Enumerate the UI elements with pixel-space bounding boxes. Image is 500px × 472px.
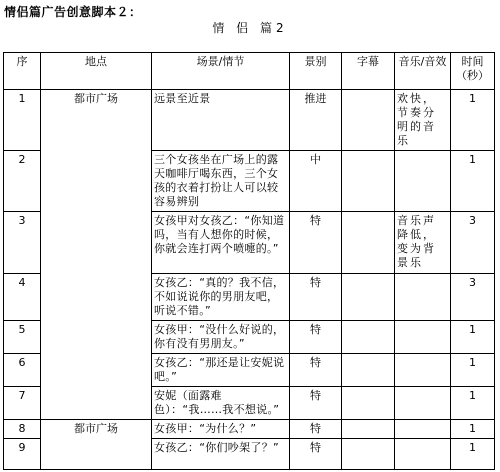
music-cell bbox=[395, 274, 451, 321]
time-cell: 1 bbox=[451, 90, 495, 151]
music-cell bbox=[395, 387, 451, 420]
shot-cell: 特 bbox=[290, 420, 342, 439]
scene-cell: 三个女孩坐在广场上的露天咖啡厅喝东西，三个女孩的衣着打扮让人可以较容易辨别 bbox=[152, 151, 290, 212]
music-cell: 欢快，节奏分明的音乐 bbox=[395, 90, 451, 151]
table-row bbox=[4, 420, 495, 439]
scene-cell: 女孩甲：“为什么？” bbox=[152, 420, 290, 439]
header-music: 音乐/音效 bbox=[395, 53, 451, 90]
header-location: 地点 bbox=[41, 53, 152, 90]
time-cell: 1 bbox=[451, 151, 495, 212]
location-cell: 都市广场 bbox=[41, 90, 152, 420]
header-time: 时间（秒） bbox=[451, 53, 495, 90]
caption-cell bbox=[342, 212, 395, 274]
shot-cell: 推进 bbox=[290, 90, 342, 151]
seq-cell: 6 bbox=[4, 354, 41, 387]
table-row bbox=[4, 90, 495, 151]
caption-cell bbox=[342, 420, 395, 439]
seq-cell: 3 bbox=[4, 212, 41, 274]
shot-cell: 特 bbox=[290, 439, 342, 470]
seq-cell: 9 bbox=[4, 439, 41, 470]
scene-cell: 女孩乙：“真的？我不信，不如说说你的男朋友吧，听说不错。” bbox=[152, 274, 290, 321]
scene-cell: 女孩甲：“没什么好说的，你有没有男朋友。” bbox=[152, 321, 290, 354]
header-row bbox=[4, 53, 495, 90]
seq-cell: 5 bbox=[4, 321, 41, 354]
seq-cell: 2 bbox=[4, 151, 41, 212]
seq-cell: 8 bbox=[4, 420, 41, 439]
shot-cell: 特 bbox=[290, 274, 342, 321]
header-seq: 序 bbox=[4, 53, 41, 90]
music-cell: 音乐声降低，变为背景乐 bbox=[395, 212, 451, 274]
music-cell bbox=[395, 321, 451, 354]
caption-cell bbox=[342, 439, 395, 470]
header-caption: 字幕 bbox=[342, 53, 395, 90]
time-cell: 1 bbox=[451, 387, 495, 420]
caption-cell bbox=[342, 151, 395, 212]
caption-cell bbox=[342, 90, 395, 151]
shot-cell: 特 bbox=[290, 354, 342, 387]
time-cell: 1 bbox=[451, 420, 495, 439]
scene-cell: 女孩乙：“那还是让安妮说吧。” bbox=[152, 354, 290, 387]
caption-cell bbox=[342, 274, 395, 321]
document-subtitle: 情 侣 篇2 bbox=[212, 21, 288, 35]
time-cell: 1 bbox=[451, 354, 495, 387]
header-shot: 景别 bbox=[290, 53, 342, 90]
music-cell bbox=[395, 354, 451, 387]
shot-cell: 中 bbox=[290, 151, 342, 212]
seq-cell: 1 bbox=[4, 90, 41, 151]
scene-cell: 女孩甲对女孩乙：“你知道吗，当有人想你的时候，你就会连打两个喷嚏的。” bbox=[152, 212, 290, 274]
scene-cell: 远景至近景 bbox=[152, 90, 290, 151]
time-cell: 1 bbox=[451, 321, 495, 354]
location-cell: 都市广场 bbox=[41, 420, 152, 470]
seq-cell: 4 bbox=[4, 274, 41, 321]
script-table bbox=[3, 52, 495, 470]
scene-cell: 安妮（面露难色）：“我……我不想说。” bbox=[152, 387, 290, 420]
time-cell: 3 bbox=[451, 274, 495, 321]
shot-cell: 特 bbox=[290, 212, 342, 274]
caption-cell bbox=[342, 321, 395, 354]
time-cell: 3 bbox=[451, 212, 495, 274]
shot-cell: 特 bbox=[290, 387, 342, 420]
header-scene: 场景/情节 bbox=[152, 53, 290, 90]
scene-cell: 女孩乙：“你们吵架了？” bbox=[152, 439, 290, 470]
shot-cell: 特 bbox=[290, 321, 342, 354]
time-cell: 1 bbox=[451, 439, 495, 470]
caption-cell bbox=[342, 354, 395, 387]
music-cell bbox=[395, 439, 451, 470]
document-title: 情侣篇广告创意脚本２： bbox=[4, 5, 142, 19]
caption-cell bbox=[342, 387, 395, 420]
music-cell bbox=[395, 420, 451, 439]
music-cell bbox=[395, 151, 451, 212]
seq-cell: 7 bbox=[4, 387, 41, 420]
